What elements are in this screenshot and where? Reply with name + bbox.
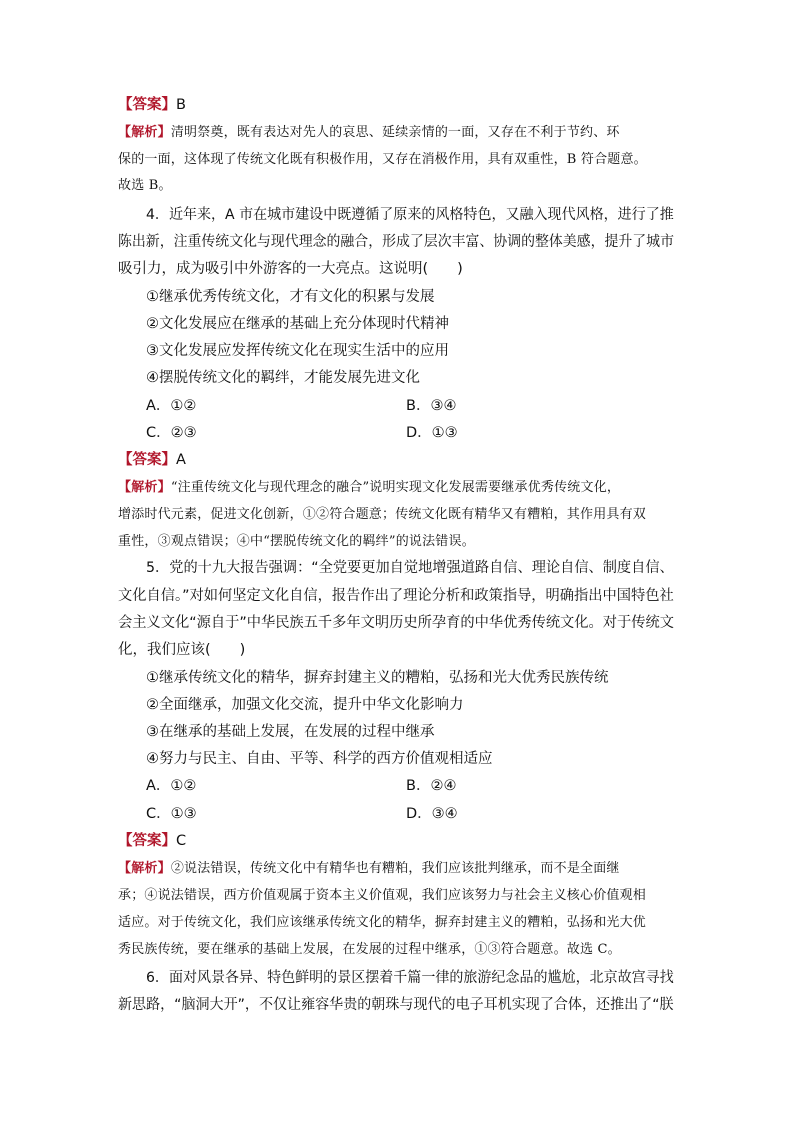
- statement-item: ③文化发展应发挥传统文化在现实生活中的应用: [146, 343, 449, 359]
- explanation-tag: 【解析】: [118, 861, 171, 876]
- question-stem-line: 吸引力，成为吸引中外游客的一大亮点。这说明( ): [118, 261, 463, 277]
- answer-line-q3: [118, 95, 186, 115]
- option-b: B．②④: [406, 778, 457, 794]
- explanation-tag: 【解析】: [118, 480, 171, 495]
- explanation-line: 承；④说法错误，西方价值观属于资本主义价值观，我们应该努力与社会主义核心价值观相: [118, 888, 647, 903]
- answer-tag: 【答案】: [118, 97, 176, 113]
- option-d: D．①③: [406, 425, 458, 441]
- explanation-line: 重性，③观点错误；④中“摆脱传统文化的羁绊”的说法错误。: [118, 534, 475, 549]
- statement-item: ②全面继承，加强文化交流，提升中华文化影响力: [146, 697, 464, 713]
- question-stem-line: 陈出新，注重传统文化与现代理念的融合，形成了层次丰富、协调的整体美感，提升了城市: [118, 234, 674, 250]
- answer-tag: 【答案】: [118, 452, 176, 468]
- answer-value: B: [176, 97, 186, 113]
- statement-item: ①继承传统文化的精华，摒弃封建主义的糟粕，弘扬和光大优秀民族传统: [146, 670, 609, 686]
- answer-value: A: [176, 452, 186, 468]
- option-c: C．②③: [146, 425, 197, 441]
- explanation-line: [118, 123, 620, 143]
- explanation-line: 适应。对于传统文化，我们应该继承传统文化的精华，摒弃封建主义的糟粕，弘扬和光大优: [118, 915, 647, 930]
- statement-item: ①继承优秀传统文化，才有文化的积累与发展: [146, 289, 435, 305]
- statement-item: ③在继承的基础上发展，在发展的过程中继承: [146, 724, 435, 740]
- option-c: C．①③: [146, 806, 197, 822]
- statement-item: ④努力与民主、自由、平等、科学的西方价值观相适应: [146, 751, 493, 767]
- explanation-line: [118, 859, 620, 879]
- question-stem-line: 4．近年来，A 市在城市建设中既遵循了原来的风格特色，又融入现代风格，进行了推: [146, 207, 674, 223]
- explanation-line: 秀民族传统，要在继承的基础上发展，在发展的过程中继承，①③符合题意。故选 C。: [118, 942, 621, 957]
- explanation-text: 清明祭奠，既有表达对先人的哀思、延续亲情的一面，又存在不利于节约、环: [170, 125, 620, 140]
- explanation-line: 保的一面，这体现了传统文化既有积极作用，又存在消极作用，具有双重性，B 符合题意。: [118, 152, 647, 167]
- explanation-line: 增添时代元素，促进文化创新，①②符合题意；传统文化既有精华又有糟粕，其作用具有双: [118, 507, 647, 522]
- question-stem-line: 5．党的十九大报告强调：“全党要更加自觉地增强道路自信、理论自信、制度自信、: [146, 560, 674, 576]
- explanation-text: “注重传统文化与现代理念的融合”说明实现文化发展需要继承优秀传统文化，: [170, 480, 621, 495]
- answer-line-q4: [118, 450, 186, 470]
- question-stem-line: 会主义文化“源自于”中华民族五千多年文明历史所孕育的中华优秀传统文化。对于传统文: [118, 615, 675, 631]
- question-stem-line: 6．面对风景各异、特色鲜明的景区摆着千篇一律的旅游纪念品的尴尬，北京故宫寻找: [146, 970, 674, 986]
- question-stem-line: 新思路，“脑洞大开”，不仅让雍容华贵的朝珠与现代的电子耳机实现了合体，还推出了“朕: [118, 997, 674, 1013]
- explanation-line: 故选 B。: [118, 178, 172, 193]
- explanation-text: ②说法错误，传统文化中有精华也有糟粕，我们应该批判继承，而不是全面继: [170, 861, 620, 876]
- question-stem-line: 化，我们应该( ): [118, 642, 246, 658]
- answer-line-q5: [118, 831, 186, 851]
- statement-item: ④摆脱传统文化的羁绊，才能发展先进文化: [146, 370, 420, 386]
- statement-item: ②文化发展应在继承的基础上充分体现时代精神: [146, 316, 449, 332]
- option-d: D．③④: [406, 806, 458, 822]
- option-a: A．①②: [146, 778, 197, 794]
- option-b: B．③④: [406, 398, 457, 414]
- explanation-line: [118, 478, 620, 498]
- answer-value: C: [176, 833, 187, 849]
- question-stem-line: 文化自信。”对如何坚定文化自信，报告作出了理论分析和政策指导，明确指出中国特色社: [118, 588, 674, 604]
- answer-tag: 【答案】: [118, 833, 176, 849]
- explanation-tag: 【解析】: [118, 125, 171, 140]
- option-a: A．①②: [146, 398, 197, 414]
